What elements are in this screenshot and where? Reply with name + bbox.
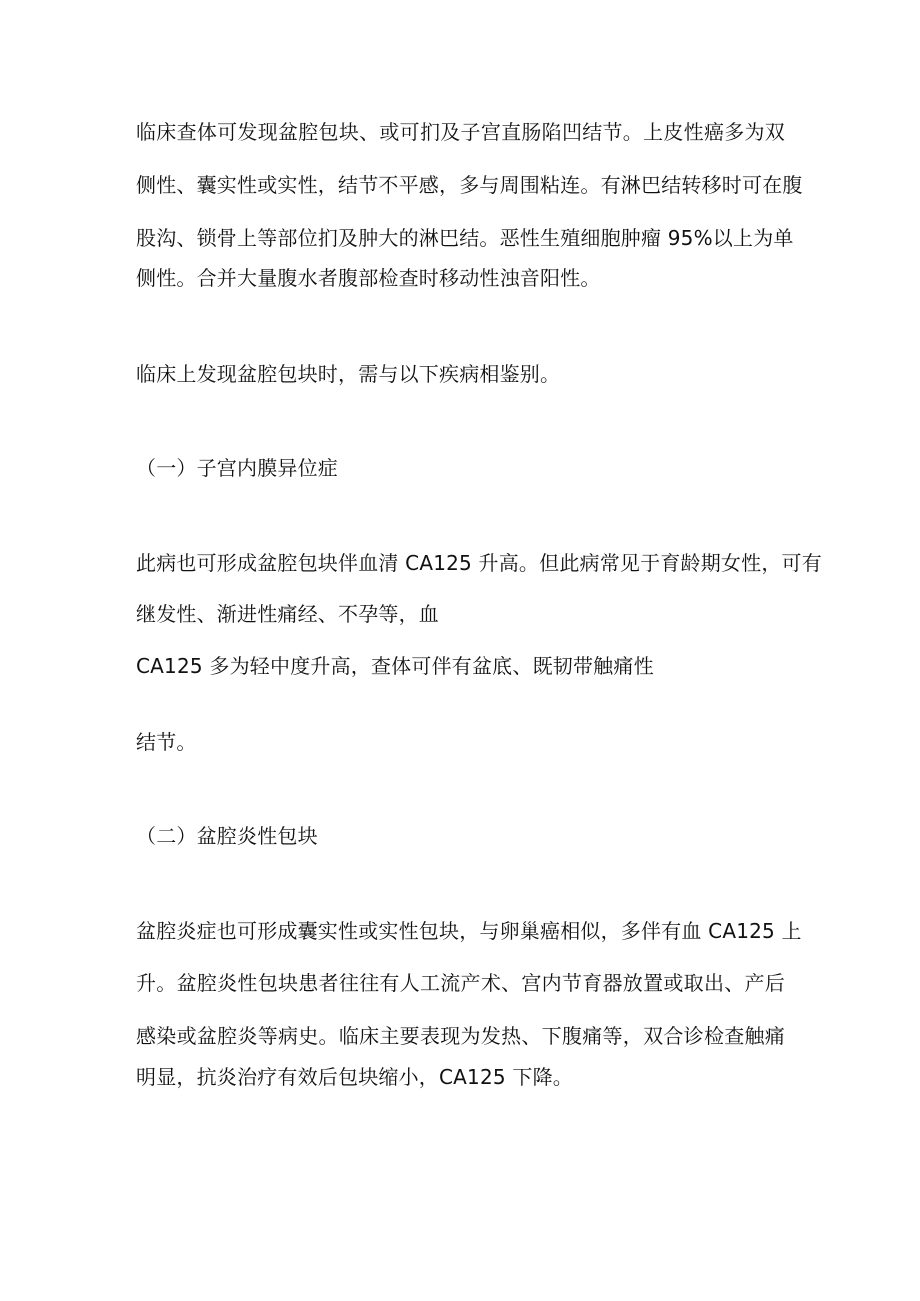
paragraph-line: 临床查体可发现盆腔包块、或可扪及子宫直肠陷凹结节。上皮性癌多为双 (136, 120, 785, 144)
paragraph-line: 侧性。合并大量腹水者腹部检查时移动性浊音阳性。 (136, 266, 601, 290)
paragraph-line: 继发性、渐进性痛经、不孕等，血 (136, 602, 439, 626)
paragraph-line: 升。盆腔炎性包块患者往往有人工流产术、宫内节育器放置或取出、产后 (136, 971, 785, 995)
paragraph-line: CA125 多为轻中度升高，查体可伴有盆底、既韧带触痛性 (136, 654, 654, 678)
section-heading: （一）子宫内膜异位症 (136, 456, 338, 480)
paragraph-line: 侧性、囊实性或实性，结节不平感，多与周围粘连。有淋巴结转移时可在腹 (136, 173, 803, 197)
paragraph-line: 此病也可形成盆腔包块伴血清 CA125 升高。但此病常见于育龄期女性，可有 (136, 551, 822, 575)
paragraph-line: 盆腔炎症也可形成囊实性或实性包块，与卵巢癌相似，多伴有血 CA125 上 (136, 919, 802, 943)
paragraph-line: 结节。 (136, 730, 197, 754)
paragraph-line: 明显，抗炎治疗有效后包块缩小，CA125 下降。 (136, 1065, 573, 1089)
section-heading: （二）盆腔炎性包块 (136, 824, 318, 848)
paragraph-line: 感染或盆腔炎等病史。临床主要表现为发热、下腹痛等，双合诊检查触痛 (136, 1024, 785, 1048)
paragraph-line: 临床上发现盆腔包块时，需与以下疾病相鉴别。 (136, 362, 561, 386)
paragraph-line: 股沟、锁骨上等部位扪及肿大的淋巴结。恶性生殖细胞肿瘤 95%以上为单 (136, 226, 794, 250)
